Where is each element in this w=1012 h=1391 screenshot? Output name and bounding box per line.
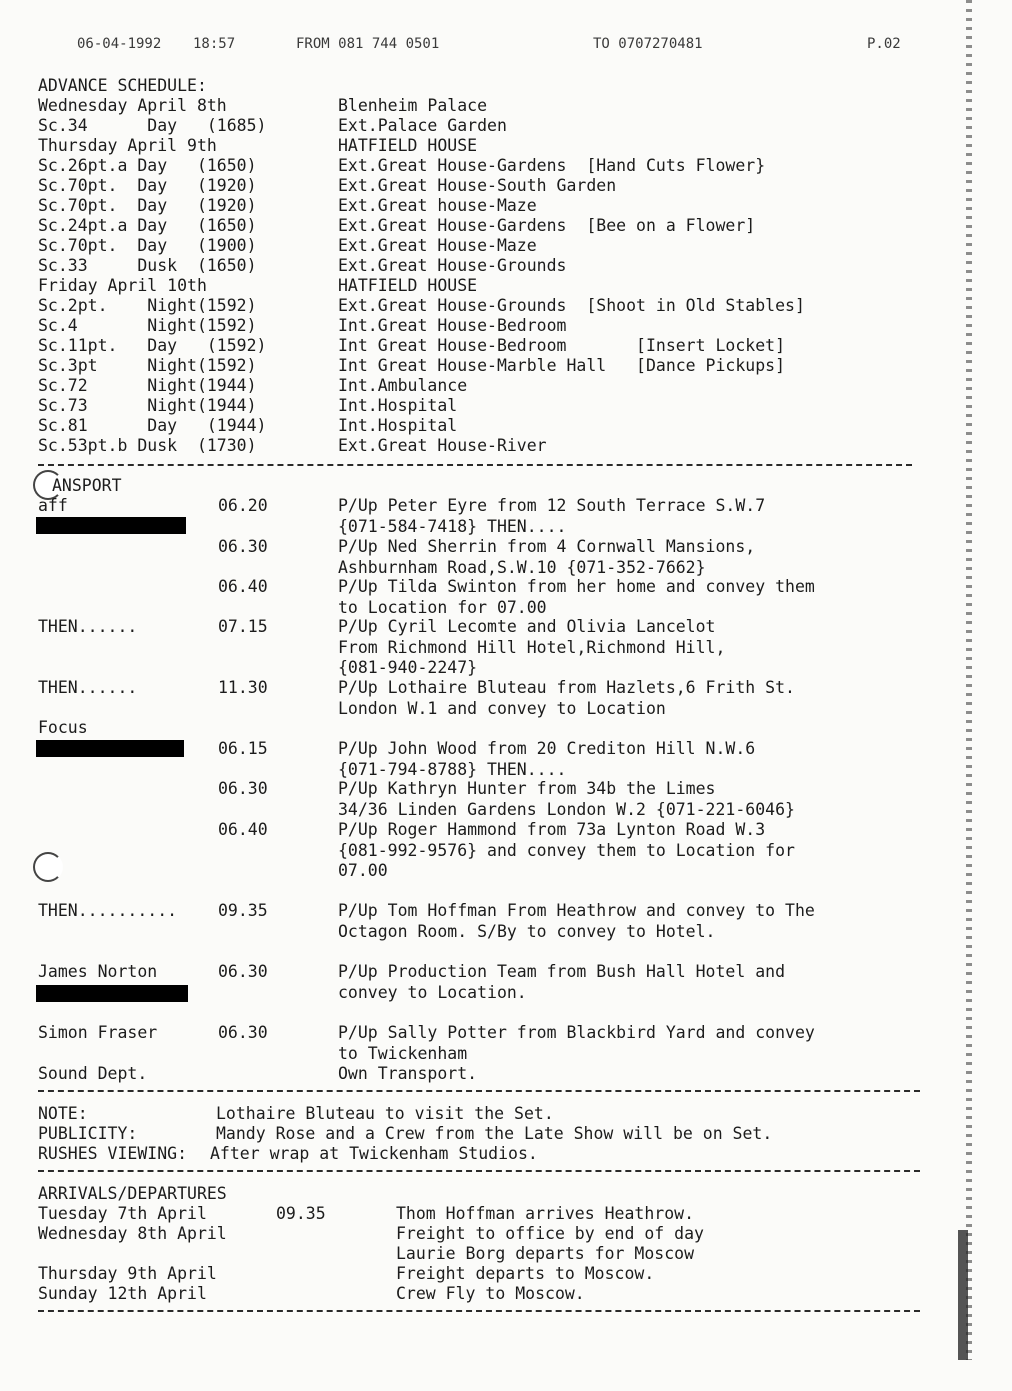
schedule-location: Ext.Great House-Grounds xyxy=(338,256,567,275)
transport-instruction: P/Up Ned Sherrin from 4 Cornwall Mansions, xyxy=(338,537,756,556)
transport-instruction: P/Up Cyril Lecomte and Olivia Lancelot xyxy=(338,617,716,636)
arrival-date: Thursday 9th April xyxy=(38,1264,217,1283)
fax-time: 18:57 xyxy=(193,36,236,52)
schedule-scene: Sc.4 Night(1592) xyxy=(38,316,257,335)
schedule-scene: Sc.73 Night(1944) xyxy=(38,396,257,415)
transport-time: 06.15 xyxy=(218,739,268,758)
note-text: Mandy Rose and a Crew from the Late Show will be on Set. xyxy=(216,1124,773,1143)
fax-edge-noise xyxy=(958,1230,968,1360)
arrival-event: Crew Fly to Moscow. xyxy=(396,1284,585,1303)
schedule-location: Int Great House-Bedroom [Insert Locket] xyxy=(338,336,786,355)
transport-time: 06.40 xyxy=(218,577,268,596)
arrival-event: Freight departs to Moscow. xyxy=(396,1264,655,1283)
arrival-event: Freight to office by end of day xyxy=(396,1224,704,1243)
schedule-location: Ext.Great house-Maze xyxy=(338,196,537,215)
schedule-location: Ext.Great House-Maze xyxy=(338,236,537,255)
schedule-scene: Sc.26pt.a Day (1650) xyxy=(38,156,257,175)
transport-assignee: James Norton xyxy=(38,962,158,981)
transport-instruction: {071-584-7418} THEN.... xyxy=(338,516,567,536)
transport-time: 06.20 xyxy=(218,496,268,515)
arrival-event: Laurie Borg departs for Moscow xyxy=(396,1244,695,1263)
fax-edge-noise xyxy=(966,0,972,1360)
schedule-location: Int.Great House-Bedroom xyxy=(338,316,567,335)
transport-instruction: P/Up Tom Hoffman From Heathrow and convey to The xyxy=(338,901,815,920)
schedule-scene: Sc.70pt. Day (1900) xyxy=(38,236,257,255)
punch-hole xyxy=(33,852,63,882)
schedule-scene: Sc.2pt. Night(1592) xyxy=(38,296,257,315)
redaction-bar xyxy=(36,985,188,1002)
transport-instruction: Ashburnham Road,S.W.10 {071-352-7662} xyxy=(338,557,706,577)
schedule-scene: Sc.70pt. Day (1920) xyxy=(38,176,257,195)
staff-heading: aff xyxy=(38,496,68,515)
transport-instruction: P/Up Peter Eyre from 12 South Terrace S.W.7 xyxy=(338,496,766,515)
redaction-bar xyxy=(36,740,184,757)
schedule-location: Int.Hospital xyxy=(338,416,458,435)
schedule-scene: Thursday April 9th xyxy=(38,136,217,155)
redaction-bar xyxy=(36,517,186,534)
divider xyxy=(38,464,912,466)
transport-assignee: Simon Fraser xyxy=(38,1023,158,1042)
fax-from: FROM 081 744 0501 xyxy=(296,36,440,52)
divider xyxy=(38,1090,920,1092)
schedule-scene: Sc.81 Day (1944) xyxy=(38,416,267,435)
schedule-location: Int.Ambulance xyxy=(338,376,468,395)
transport-time: 06.30 xyxy=(218,537,268,556)
schedule-location: Ext.Great House-South Garden xyxy=(338,176,617,195)
schedule-scene: Sc.34 Day (1685) xyxy=(38,116,267,135)
advance-schedule-title: ADVANCE SCHEDULE: xyxy=(38,76,207,95)
transport-instruction: P/Up Lothaire Bluteau from Hazlets,6 Frith St. xyxy=(338,678,795,697)
note-text: Lothaire Bluteau to visit the Set. xyxy=(216,1104,554,1123)
schedule-scene: Wednesday April 8th xyxy=(38,96,227,115)
fax-date: 06-04-1992 xyxy=(77,36,162,52)
transport-time: 07.15 xyxy=(218,617,268,636)
schedule-scene: Sc.70pt. Day (1920) xyxy=(38,196,257,215)
transport-instruction: P/Up Production Team from Bush Hall Hotel and xyxy=(338,962,786,981)
arrival-date: Tuesday 7th April xyxy=(38,1204,207,1223)
transport-assignee: THEN...... xyxy=(38,617,138,636)
transport-assignee: THEN...... xyxy=(38,678,138,697)
schedule-scene: Sc.53pt.b Dusk (1730) xyxy=(38,436,257,455)
transport-heading: ANSPORT xyxy=(52,476,122,495)
transport-assignee: Sound Dept. xyxy=(38,1064,148,1083)
schedule-location: HATFIELD HOUSE xyxy=(338,136,478,155)
schedule-location: Ext.Great House-Grounds [Shoot in Old Stables] xyxy=(338,296,805,315)
fax-page-number: P.02 xyxy=(867,36,901,52)
transport-assignee: THEN.......... xyxy=(38,901,178,920)
transport-instruction: {071-794-8788} THEN.... xyxy=(338,759,567,779)
note-label: RUSHES VIEWING: xyxy=(38,1144,188,1163)
transport-time: 06.30 xyxy=(218,1023,268,1042)
transport-instruction: P/Up Sally Potter from Blackbird Yard and convey xyxy=(338,1023,815,1042)
transport-assignee: Focus xyxy=(38,718,88,737)
schedule-scene: Sc.24pt.a Day (1650) xyxy=(38,216,257,235)
transport-instruction: 34/36 Linden Gardens London W.2 {071-221-6046} xyxy=(338,799,795,819)
schedule-scene: Sc.11pt. Day (1592) xyxy=(38,336,267,355)
transport-instruction: P/Up Kathryn Hunter from 34b the Limes xyxy=(338,779,716,798)
transport-instruction: From Richmond Hill Hotel,Richmond Hill, xyxy=(338,637,726,657)
transport-time: 11.30 xyxy=(218,678,268,697)
transport-instruction: Octagon Room. S/By to convey to Hotel. xyxy=(338,921,716,941)
transport-instruction: to Location for 07.00 xyxy=(338,597,547,617)
transport-time: 09.35 xyxy=(218,901,268,920)
schedule-scene: Friday April 10th xyxy=(38,276,207,295)
transport-instruction: Own Transport. xyxy=(338,1064,478,1083)
arrivals-title: ARRIVALS/DEPARTURES xyxy=(38,1184,227,1203)
transport-instruction: to Twickenham xyxy=(338,1043,468,1063)
arrival-date: Wednesday 8th April xyxy=(38,1224,227,1243)
transport-instruction: convey to Location. xyxy=(338,982,527,1002)
divider xyxy=(38,1170,920,1172)
schedule-scene: Sc.72 Night(1944) xyxy=(38,376,257,395)
schedule-location: Ext.Palace Garden xyxy=(338,116,507,135)
schedule-location: Int Great House-Marble Hall [Dance Pickups] xyxy=(338,356,786,375)
transport-time: 06.40 xyxy=(218,820,268,839)
schedule-location: HATFIELD HOUSE xyxy=(338,276,478,295)
transport-time: 06.30 xyxy=(218,779,268,798)
schedule-location: Ext.Great House-Gardens [Bee on a Flower] xyxy=(338,216,756,235)
schedule-scene: Sc.33 Dusk (1650) xyxy=(38,256,257,275)
fax-to: TO 0707270481 xyxy=(593,36,703,52)
schedule-scene: Sc.3pt Night(1592) xyxy=(38,356,257,375)
transport-instruction: P/Up John Wood from 20 Crediton Hill N.W.6 xyxy=(338,739,756,758)
transport-instruction: P/Up Roger Hammond from 73a Lynton Road W.3 xyxy=(338,820,766,839)
schedule-location: Ext.Great House-River xyxy=(338,436,547,455)
transport-instruction: P/Up Tilda Swinton from her home and convey them xyxy=(338,577,815,596)
schedule-location: Blenheim Palace xyxy=(338,96,488,115)
divider xyxy=(38,1310,920,1312)
transport-instruction: London W.1 and convey to Location xyxy=(338,698,666,718)
transport-instruction: {081-940-2247} xyxy=(338,658,478,677)
note-label: NOTE: xyxy=(38,1104,88,1123)
note-label: PUBLICITY: xyxy=(38,1124,138,1143)
transport-instruction: {081-992-9576} and convey them to Location for xyxy=(338,840,795,860)
arrival-time: 09.35 xyxy=(276,1204,326,1223)
arrival-date: Sunday 12th April xyxy=(38,1284,207,1303)
arrival-event: Thom Hoffman arrives Heathrow. xyxy=(396,1204,695,1223)
note-text: After wrap at Twickenham Studios. xyxy=(210,1144,538,1163)
schedule-location: Int.Hospital xyxy=(338,396,458,415)
transport-time: 06.30 xyxy=(218,962,268,981)
transport-instruction: 07.00 xyxy=(338,861,388,880)
schedule-location: Ext.Great House-Gardens [Hand Cuts Flower} xyxy=(338,156,766,175)
